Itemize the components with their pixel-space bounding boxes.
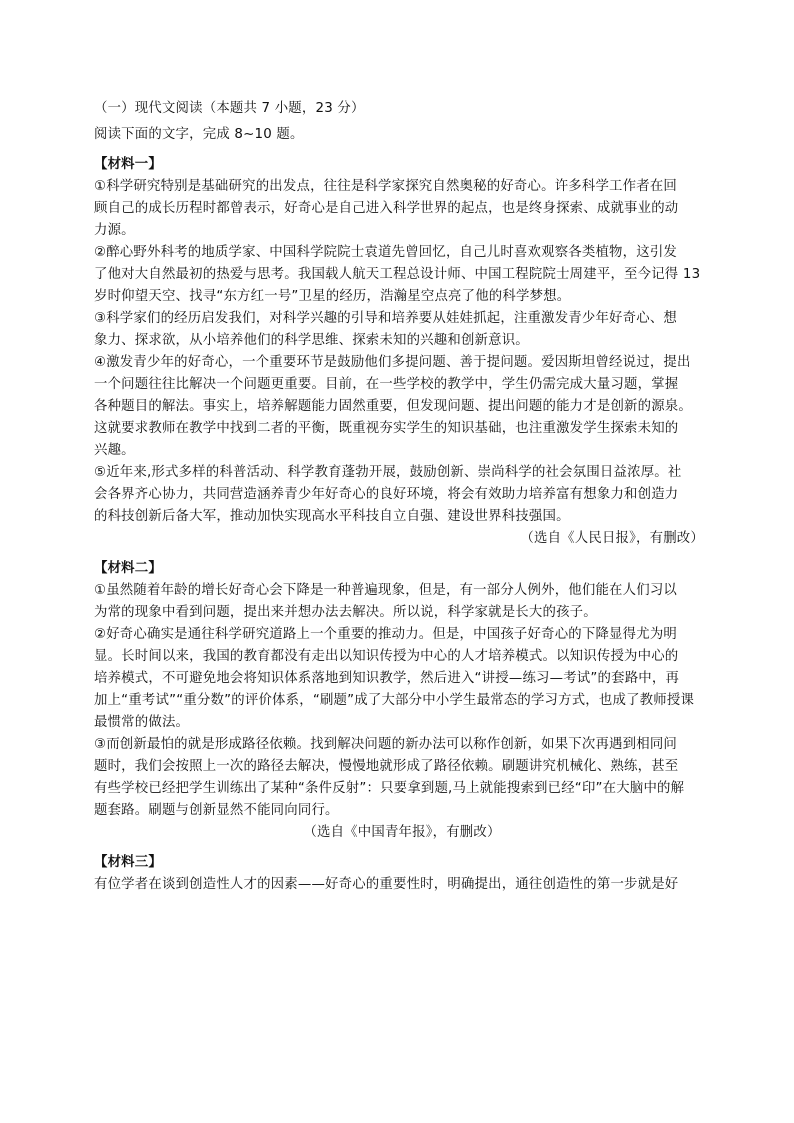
text-line: ③而创新最怕的就是形成路径依赖。找到解决问题的新办法可以称作创新，如果下次再遇到相同问 — [94, 737, 678, 752]
text-line: 显。长时间以来，我国的教育都没有走出以知识传授为中心的人才培养模式。以知识传授为中心的 — [94, 649, 679, 664]
text-line: ①科学研究特别是基础研究的出发点，往往是科学家探究自然奥秘的好奇心。许多科学工作者在回 — [94, 179, 678, 194]
material-two — [94, 558, 710, 844]
text-line: 有位学者在谈到创造性人才的因素——好奇心的重要性时，明确提出，通往创造性的第一步就是好 — [94, 877, 679, 892]
text-line: 题套路。刷题与创新显然不能同向同行。 — [94, 803, 339, 818]
text-line: ①虽然随着年龄的增长好奇心会下降是一种普遍现象，但是，有一部分人例外，他们能在人们习以 — [94, 583, 678, 598]
material-one-paragraph-4 — [94, 352, 710, 462]
material-three-title: 【材料三】 — [94, 855, 162, 870]
text-line: 象力、探求欲，从小培养他们的科学思维、探索未知的兴趣和创新意识。 — [94, 333, 529, 348]
text-line: 有些学校已经把学生训练出了某种“条件反射”：只要拿到题,马上就能搜索到已经“印”在大脑中的解 — [94, 781, 685, 796]
text-line: 顾自己的成长历程时都曾表示，好奇心是自己进入科学世界的起点，也是终身探索、成就事业的动 — [94, 201, 679, 216]
material-two-source: （选自《中国青年报》，有删改） — [303, 825, 501, 840]
text-line: 一个问题往往比解决一个问题更重要。目前，在一些学校的教学中，学生仍需完成大量习题，掌握 — [94, 377, 679, 392]
text-line: 这就要求教师在教学中找到二者的平衡，既重视夯实学生的知识基础，也注重激发学生探索未知的 — [94, 421, 679, 436]
material-one — [94, 154, 710, 550]
material-three-paragraph-1 — [94, 874, 710, 896]
text-line: 兴趣。 — [94, 443, 135, 458]
material-one-source: （选自《人民日报》，有删改） — [520, 531, 704, 546]
material-one-paragraph-3 — [94, 308, 710, 352]
text-line: 的科技创新后备大军，推动加快实现高水平科技自立自强、建设世界科技强国。 — [94, 509, 570, 524]
text-line: 最惯常的做法。 — [94, 715, 190, 730]
text-line: 会各界齐心协力，共同营造涵养青少年好奇心的良好环境，将会有效助力培养富有想象力和创造力 — [94, 487, 679, 502]
material-one-paragraph-5 — [94, 462, 710, 528]
text-line: ③科学家们的经历启发我们，对科学兴趣的引导和培养要从娃娃抓起，注重激发青少年好奇心、想 — [94, 311, 678, 326]
text-line: 加上“重考试”“重分数”的评价体系，“刷题”成了大部分中小学生最常态的学习方式，也成了教师授课 — [94, 693, 695, 708]
material-two-paragraph-2 — [94, 624, 710, 734]
text-line: ②好奇心确实是通往科学研究道路上一个重要的推动力。但是，中国孩子好奇心的下降显得尤为明 — [94, 627, 678, 642]
text-line: 力源。 — [94, 223, 135, 238]
material-two-title: 【材料二】 — [94, 561, 162, 576]
text-line: 为常的现象中看到问题，提出来并想办法去解决。所以说，科学家就是长大的孩子。 — [94, 605, 597, 620]
text-line: 了他对大自然最初的热爱与思考。我国载人航天工程总设计师、中国工程院院士周建平，至今记得 13 — [94, 267, 701, 282]
material-three — [94, 852, 710, 896]
material-two-paragraph-1 — [94, 580, 710, 624]
text-line: 岁时仰望天空、找寻“东方红一号”卫星的经历，浩瀚星空点亮了他的科学梦想。 — [94, 289, 571, 304]
text-line: ②醉心野外科考的地质学家、中国科学院院士袁道先曾回忆，自己儿时喜欢观察各类植物，这引发 — [94, 245, 678, 260]
material-one-title: 【材料一】 — [94, 157, 162, 172]
reading-instruction: 阅读下面的文字，完成 8~10 题。 — [94, 127, 304, 142]
text-line: 各种题目的解法。事实上，培养解题能力固然重要，但发现问题、提出问题的能力才是创新的源泉。 — [94, 399, 692, 414]
section-heading: （一）现代文阅读（本题共 7 小题，23 分） — [94, 101, 365, 116]
material-two-paragraph-3 — [94, 734, 710, 822]
document-page — [94, 98, 710, 896]
material-one-paragraph-1 — [94, 176, 710, 242]
text-line: 题时，我们会按照上一次的路径去解决，慢慢地就形成了路径依赖。刷题讲究机械化、熟练，甚至 — [94, 759, 679, 774]
text-line: 培养模式，不可避免地会将知识体系落地到知识教学，然后进入“讲授—练习—考试”的套路中，再 — [94, 671, 680, 686]
text-line: ④激发青少年的好奇心，一个重要环节是鼓励他们多提问题、善于提问题。爱因斯坦曾经说过，提出 — [94, 355, 691, 370]
text-line: ⑤近年来,形式多样的科普活动、科学教育蓬勃开展，鼓励创新、崇尚科学的社会氛围日益浓厚。社 — [94, 465, 682, 480]
material-one-paragraph-2 — [94, 242, 710, 308]
